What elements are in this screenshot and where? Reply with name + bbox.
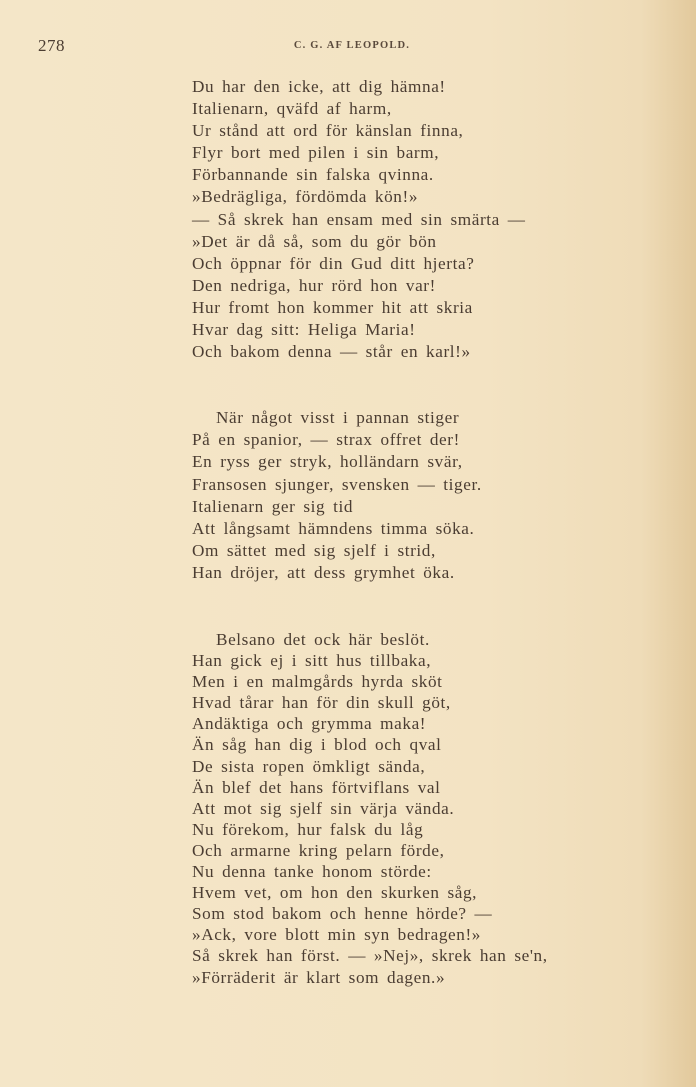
stanza-1 [192, 76, 526, 363]
verse-line: — Så skrek han ensam med sin smärta — [192, 209, 526, 229]
verse-line: Om sättet med sig sjelf i strid, [192, 541, 436, 561]
verse-line: »Bedrägliga, fördömda kön!» [192, 187, 419, 207]
verse-line: Den nedriga, hur rörd hon var! [192, 275, 436, 295]
stanza-2 [192, 407, 482, 585]
verse-line: De sista ropen ömkligt sända, [192, 756, 426, 776]
verse-line: Och bakom denna — står en karl!» [192, 342, 471, 362]
verse-line: En ryss ger stryk, holländarn svär, [192, 452, 463, 472]
verse-line: Och armarne kring pelarn förde, [192, 840, 445, 860]
verse-line: Han dröjer, att dess grymhet öka. [192, 563, 455, 583]
verse-line: Nu förekom, hur falsk du låg [192, 819, 424, 839]
verse-line: Hur fromt hon kommer hit att skria [192, 297, 473, 317]
verse-line: Att mot sig sjelf sin värja vända. [192, 798, 455, 818]
verse-line: Du har den icke, att dig hämna! [192, 77, 446, 96]
verse-line: Hvem vet, om hon den skurken såg, [192, 883, 478, 903]
verse-line: Än blef det hans förtviflans val [192, 777, 441, 797]
verse-line: Att långsamt hämndens timma söka. [192, 518, 475, 538]
verse-line: »Ack, vore blott min syn bedragen!» [192, 925, 481, 945]
verse-line: »Förräderit är klart som dagen.» [192, 967, 446, 987]
verse-line: Än såg han dig i blod och qval [192, 735, 442, 755]
verse-line: Som stod bakom och henne hörde? — [192, 904, 493, 924]
verse-line: Och öppnar för din Gud ditt hjerta? [192, 253, 475, 273]
stanza-3 [192, 629, 548, 988]
verse-line: Fransosen sjunger, svensken — tiger. [192, 474, 482, 494]
verse-line: Flyr bort med pilen i sin barm, [192, 143, 440, 163]
verse-line: »Det är då så, som du gör bön [192, 231, 437, 251]
verse-line: Belsano det ock här beslöt. [216, 630, 430, 649]
verse-line: På en spanior, — strax offret der! [192, 430, 460, 450]
page-number: 278 [38, 36, 65, 55]
verse-line: Så skrek han först. — »Nej», skrek han se'n, [192, 946, 548, 966]
running-head: C. G. AF LEOPOLD. [293, 40, 411, 51]
verse-line: Italienarn ger sig tid [192, 496, 354, 516]
verse-line: Nu denna tanke honom störde: [192, 862, 432, 882]
verse-line: Förbannande sin falska qvinna. [192, 165, 434, 185]
verse-line: När något visst i pannan stiger [216, 408, 460, 427]
verse-line: Men i en malmgårds hyrda sköt [192, 672, 443, 692]
verse-line: Hvad tårar han för din skull göt, [192, 693, 451, 713]
verse-line: Hvar dag sitt: Heliga Maria! [192, 320, 416, 340]
verse-line: Ur stånd att ord för känslan finna, [192, 121, 464, 141]
verse-line: Andäktiga och grymma maka! [192, 714, 427, 734]
verse-line: Han gick ej i sitt hus tillbaka, [192, 651, 432, 671]
verse-line: Italienarn, qväfd af harm, [192, 99, 392, 119]
